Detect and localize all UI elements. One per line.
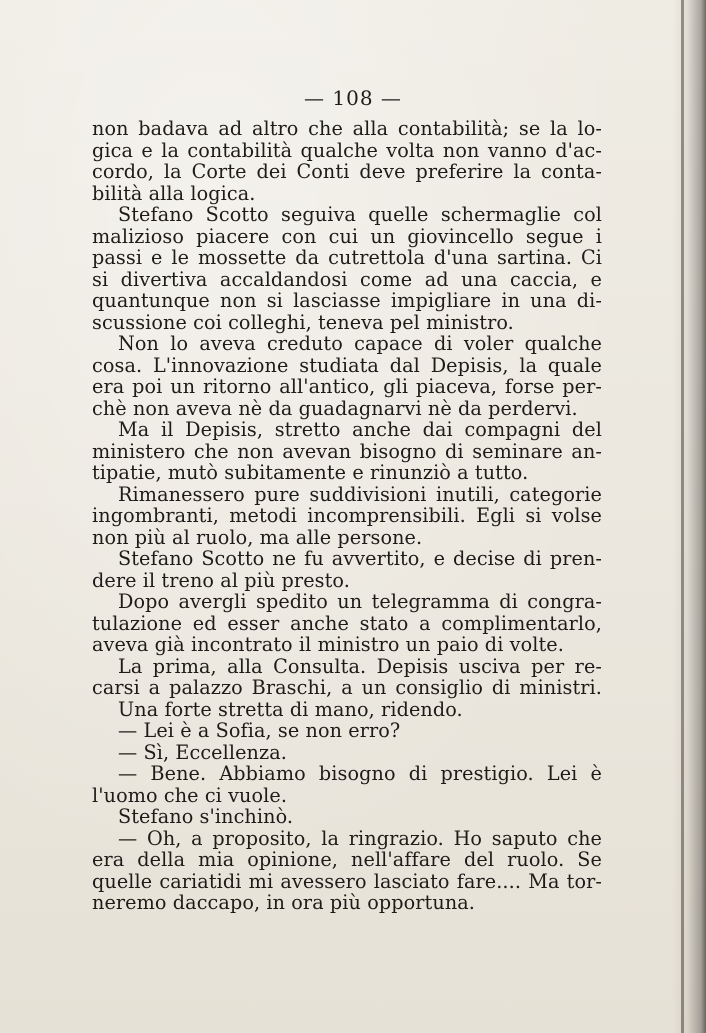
- text-line: era poi un ritorno all'antico, gli piaceva, forse per-: [92, 375, 602, 398]
- text-line: Rimanessero pure suddivisioni inutili, categorie: [118, 482, 602, 506]
- text-line: scussione coi colleghi, teneva pel ministro.: [92, 310, 514, 334]
- text-line: Stefano Scotto ne fu avvertito, e decise di pren-: [118, 547, 602, 570]
- text-line: tipatie, mutò subitamente e rinunziò a tutto.: [92, 461, 529, 484]
- text-line: ingombranti, metodi incomprensibili. Egli si volse: [92, 504, 602, 527]
- text-line: Stefano Scotto seguiva quelle schermaglie col: [118, 203, 602, 226]
- text-line: Una forte stretta di mano, ridendo.: [118, 697, 463, 721]
- text-line: — Lei è a Sofia, se non erro?: [118, 719, 401, 742]
- text-line: dere il treno al più presto.: [92, 568, 350, 592]
- text-line: — Bene. Abbiamo bisogno di prestigio. Lei è: [118, 762, 602, 785]
- text-line: bilità alla logica.: [92, 181, 256, 205]
- body-text: [92, 118, 602, 914]
- text-line: — Oh, a proposito, la ringrazio. Ho saputo che: [118, 826, 602, 850]
- page-number: — 108 —: [304, 86, 402, 110]
- text-line: aveva già incontrato il ministro un paio di volte.: [92, 633, 564, 656]
- text-line: quantunque non si lasciasse impigliare in una di-: [92, 289, 602, 312]
- text-line: cordo, la Corte dei Conti deve preferire la conta-: [92, 160, 602, 183]
- text-line: quelle cariatidi mi avessero lasciato fare.... Ma tor-: [92, 869, 602, 893]
- text-line: neremo daccapo, in ora più opportuna.: [92, 891, 476, 914]
- text-line: chè non aveva nè da guadagnarvi nè da perdervi.: [92, 396, 578, 420]
- text-line: non badava ad altro che alla contabilità; se la lo-: [92, 117, 602, 140]
- text-line: ministero che non avevan bisogno di seminare an-: [92, 439, 602, 463]
- page-edge-shadow: [672, 0, 706, 1033]
- text-line: non più al ruolo, ma alle persone.: [92, 525, 423, 549]
- text-line: l'uomo che ci vuole.: [92, 783, 288, 807]
- page-edge-line: [681, 0, 684, 1033]
- text-line: malizioso piacere con cui un giovincello segue i: [92, 224, 602, 248]
- text-line: Dopo avergli spedito un telegramma di congra-: [118, 590, 602, 613]
- text-line: si divertiva accaldandosi come ad una caccia, e: [92, 267, 602, 291]
- text-line: carsi a palazzo Braschi, a un consiglio di ministri.: [92, 676, 602, 699]
- text-line: cosa. L'innovazione studiata dal Depisis, la quale: [92, 353, 602, 377]
- text-line: La prima, alla Consulta. Depisis usciva per re-: [118, 654, 602, 678]
- text-line: — Sì, Eccellenza.: [118, 740, 287, 764]
- text-line: passi e le mossette da cutrettola d'una sartina. Ci: [92, 246, 602, 269]
- text-line: Non lo aveva creduto capace di voler qualche: [118, 332, 602, 355]
- text-line: Stefano s'inchinò.: [118, 805, 294, 828]
- text-line: tulazione ed esser anche stato a complimentarlo,: [92, 611, 602, 635]
- text-line: era della mia opinione, nell'affare del ruolo. Se: [92, 848, 602, 871]
- text-line: gica e la contabilità qualche volta non vanno d'ac-: [92, 138, 602, 162]
- text-line: Ma il Depisis, stretto anche dai compagni del: [118, 418, 602, 441]
